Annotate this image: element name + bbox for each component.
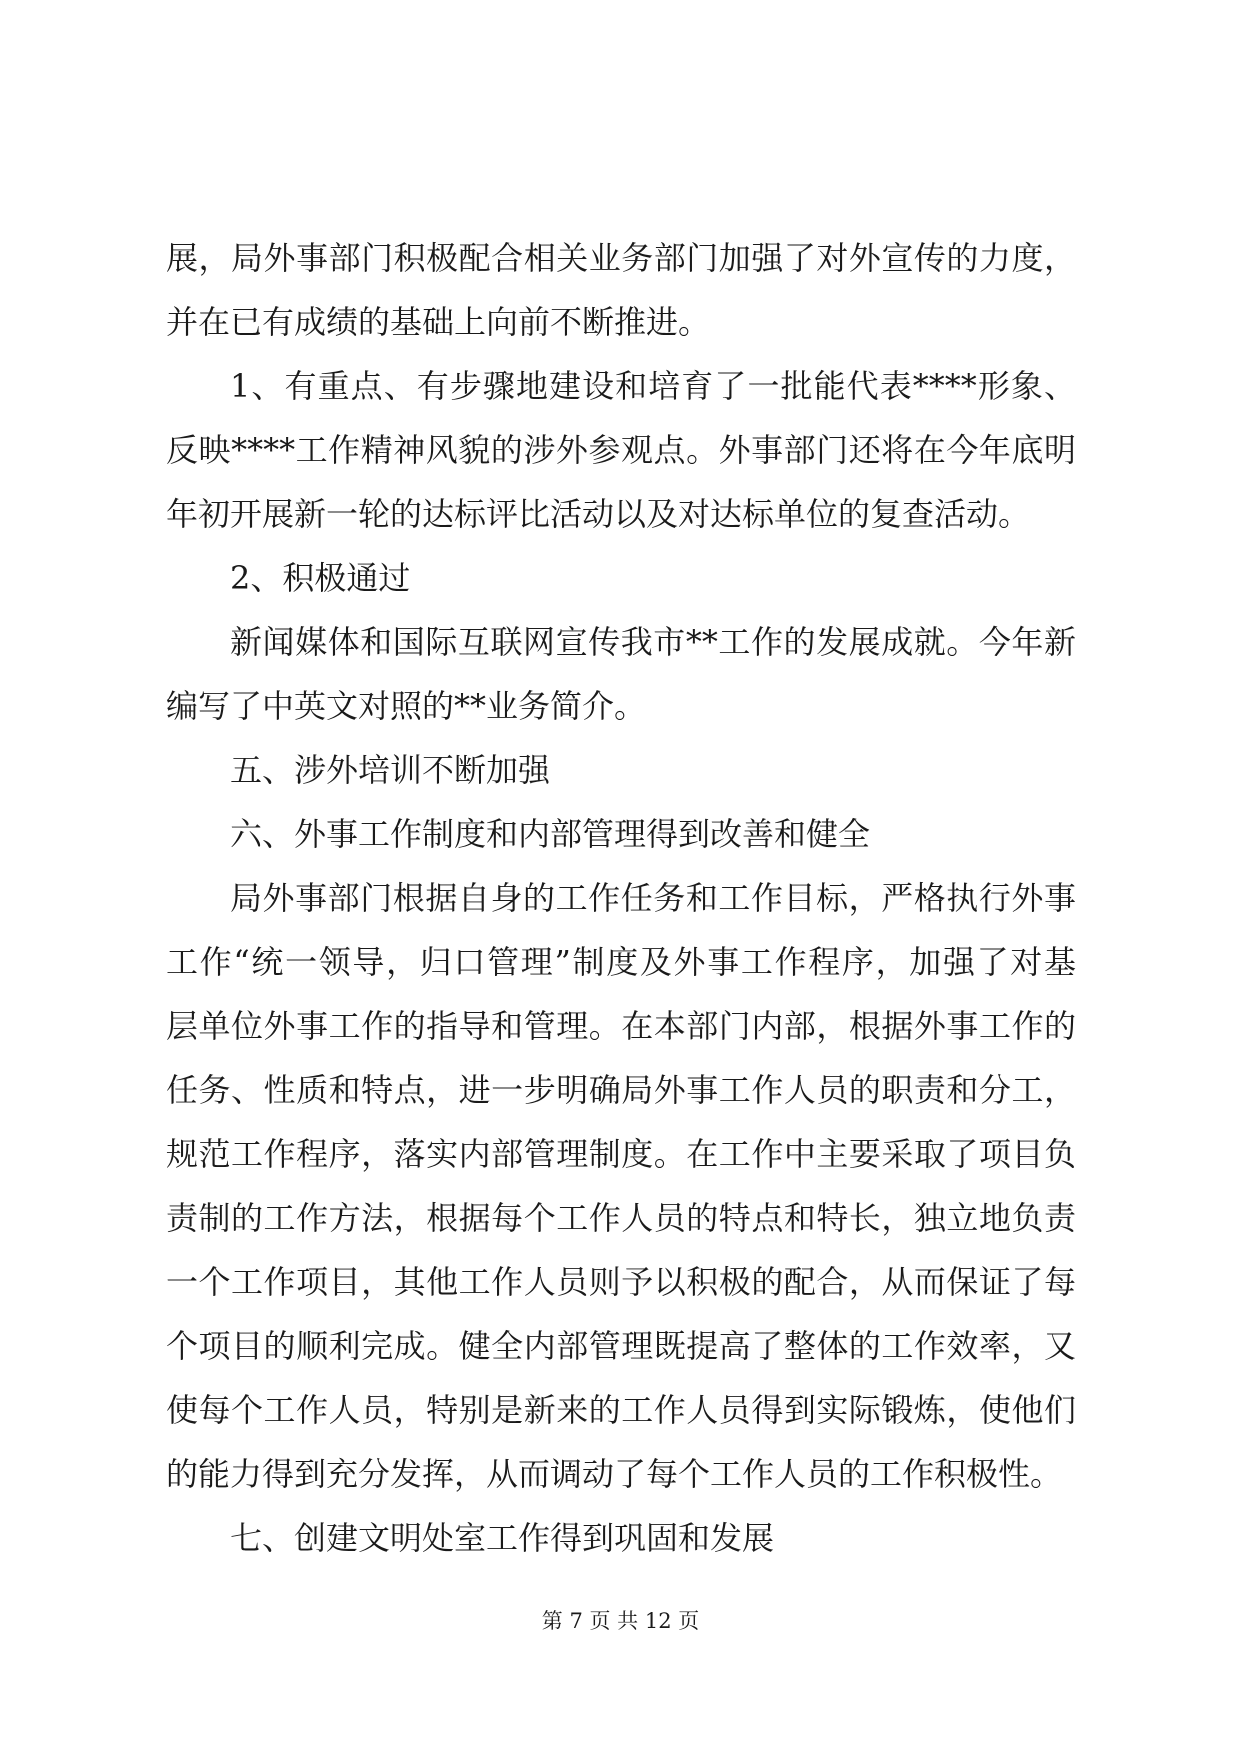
text-line: 的能力得到充分发挥，从而调动了每个工作人员的工作积极性。 — [166, 1455, 1063, 1493]
text-line: 使每个工作人员，特别是新来的工作人员得到实际锻炼，使他们 — [166, 1391, 1076, 1429]
text-line: 编写了中英文对照的**业务简介。 — [166, 687, 647, 725]
text-line: 工作“统一领导，归口管理”制度及外事工作程序，加强了对基 — [166, 943, 1076, 981]
section-heading: 五、涉外培训不断加强 — [230, 751, 551, 789]
text-line: 展，局外事部门积极配合相关业务部门加强了对外宣传的力度， — [166, 239, 1076, 277]
document-body — [166, 226, 1076, 1570]
text-line: 新闻媒体和国际互联网宣传我市**工作的发展成就。今年新 — [230, 623, 1076, 661]
text-line: 年初开展新一轮的达标评比活动以及对达标单位的复查活动。 — [166, 495, 1031, 533]
text-line: 并在已有成绩的基础上向前不断推进。 — [166, 303, 711, 341]
text-line: 个项目的顺利完成。健全内部管理既提高了整体的工作效率，又 — [166, 1327, 1076, 1365]
page-number-footer: 第 7 页 共 12 页 — [541, 1609, 700, 1633]
text-line: 规范工作程序，落实内部管理制度。在工作中主要采取了项目负 — [166, 1135, 1076, 1173]
text-line: 任务、性质和特点，进一步明确局外事工作人员的职责和分工， — [166, 1071, 1076, 1109]
text-line: 层单位外事工作的指导和管理。在本部门内部，根据外事工作的 — [166, 1007, 1076, 1045]
text-line: 责制的工作方法，根据每个工作人员的特点和特长，独立地负责 — [166, 1199, 1076, 1237]
text-line: 2、积极通过 — [230, 559, 411, 597]
text-line: 1、有重点、有步骤地建设和培育了一批能代表****形象、 — [230, 367, 1076, 405]
text-line: 局外事部门根据自身的工作任务和工作目标，严格执行外事 — [230, 879, 1076, 917]
text-line: 一个工作项目，其他工作人员则予以积极的配合，从而保证了每 — [166, 1263, 1076, 1301]
text-line: 反映****工作精神风貌的涉外参观点。外事部门还将在今年底明 — [166, 431, 1076, 469]
section-heading: 七、创建文明处室工作得到巩固和发展 — [230, 1519, 775, 1557]
section-heading: 六、外事工作制度和内部管理得到改善和健全 — [230, 815, 871, 853]
